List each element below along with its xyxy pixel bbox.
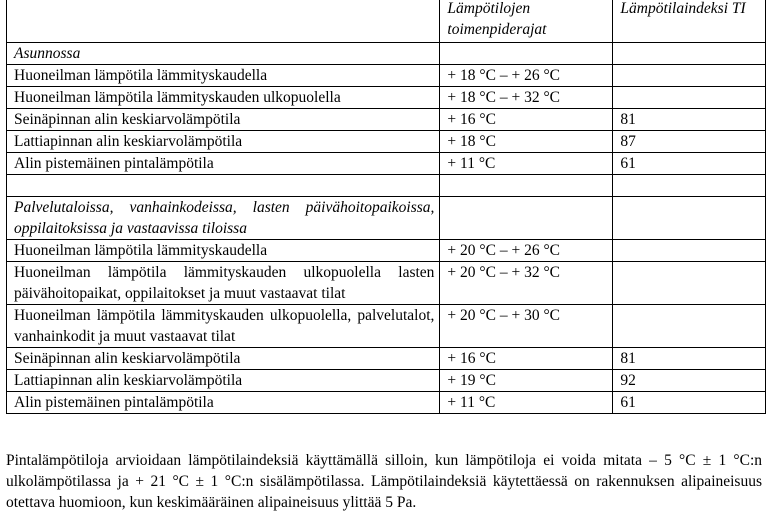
row-index [613, 305, 766, 348]
row-range: + 11 °C [440, 153, 613, 175]
row-index: 81 [613, 109, 766, 131]
row-description: Huoneilman lämpötila lämmityskaudella [7, 65, 440, 87]
table-row [7, 305, 766, 348]
header-limits: Lämpötilojen toimenpiderajat [440, 0, 613, 43]
table-row [7, 348, 766, 370]
section-title: Asunnossa [7, 43, 440, 65]
footnote-paragraph: Pintalämpötiloja arvioidaan lämpötilaindeksiä käyttämällä silloin, kun lämpötiloja ei voida mitata – 5 °C ± 1 °C:n ulkolämpötilassa ja + 21 °C ± 1 °C:n sisälämpötilassa. Lämpötilaindeksiä käytettäessä on rakennuksen alipaineisuus otettava huomioon, kun keskimääräinen alipaineisuus ylittää 5 Pa. [6, 451, 762, 511]
row-index [613, 65, 766, 87]
section-header-row [7, 197, 766, 240]
row-index: 61 [613, 153, 766, 175]
table-row [7, 65, 766, 87]
row-range: + 16 °C [440, 109, 613, 131]
row-index: 81 [613, 348, 766, 370]
row-index [613, 262, 766, 305]
section-header-row [7, 43, 766, 65]
row-index [613, 87, 766, 109]
row-index [613, 240, 766, 262]
row-description: Alin pistemäinen pintalämpötila [7, 392, 440, 414]
row-description: Alin pistemäinen pintalämpötila [7, 153, 440, 175]
row-index: 61 [613, 392, 766, 414]
table-row [7, 370, 766, 392]
row-description: Seinäpinnan alin keskiarvolämpötila [7, 348, 440, 370]
row-description: Huoneilman lämpötila lämmityskauden ulkopuolella [7, 87, 440, 109]
table-row [7, 131, 766, 153]
row-range: + 11 °C [440, 392, 613, 414]
table-row [7, 153, 766, 175]
row-index: 92 [613, 370, 766, 392]
row-range: + 19 °C [440, 370, 613, 392]
row-range: + 20 °C – + 32 °C [440, 262, 613, 305]
row-description: Seinäpinnan alin keskiarvolämpötila [7, 109, 440, 131]
table-row [7, 392, 766, 414]
temperature-limits-table [6, 0, 766, 414]
row-range: + 16 °C [440, 348, 613, 370]
row-description: Huoneilman lämpötila lämmityskauden ulkopuolella lasten päivähoitopaikat, oppilaitokset ja muut vastaavat tilat [7, 262, 440, 305]
table-row [7, 109, 766, 131]
header-index: Lämpötilaindeksi TI [613, 0, 766, 43]
row-description: Huoneilman lämpötila lämmityskaudella [7, 240, 440, 262]
section-title: Palvelutaloissa, vanhainkodeissa, lasten päivähoitopaikoissa, oppilaitoksissa ja vastaavissa tiloissa [7, 197, 440, 240]
header-description [7, 0, 440, 43]
row-index: 87 [613, 131, 766, 153]
table-row [7, 262, 766, 305]
row-range: + 20 °C – + 30 °C [440, 305, 613, 348]
row-range: + 20 °C – + 26 °C [440, 240, 613, 262]
row-description: Huoneilman lämpötila lämmityskauden ulkopuolella, palvelutalot, vanhainkodit ja muut vastaavat tilat [7, 305, 440, 348]
table-row [7, 87, 766, 109]
row-range: + 18 °C – + 26 °C [440, 65, 613, 87]
table-row [7, 240, 766, 262]
table-header-row [7, 0, 766, 43]
row-description: Lattiapinnan alin keskiarvolämpötila [7, 131, 440, 153]
spacer-row [7, 175, 766, 197]
row-range: + 18 °C – + 32 °C [440, 87, 613, 109]
row-description: Lattiapinnan alin keskiarvolämpötila [7, 370, 440, 392]
row-range: + 18 °C [440, 131, 613, 153]
